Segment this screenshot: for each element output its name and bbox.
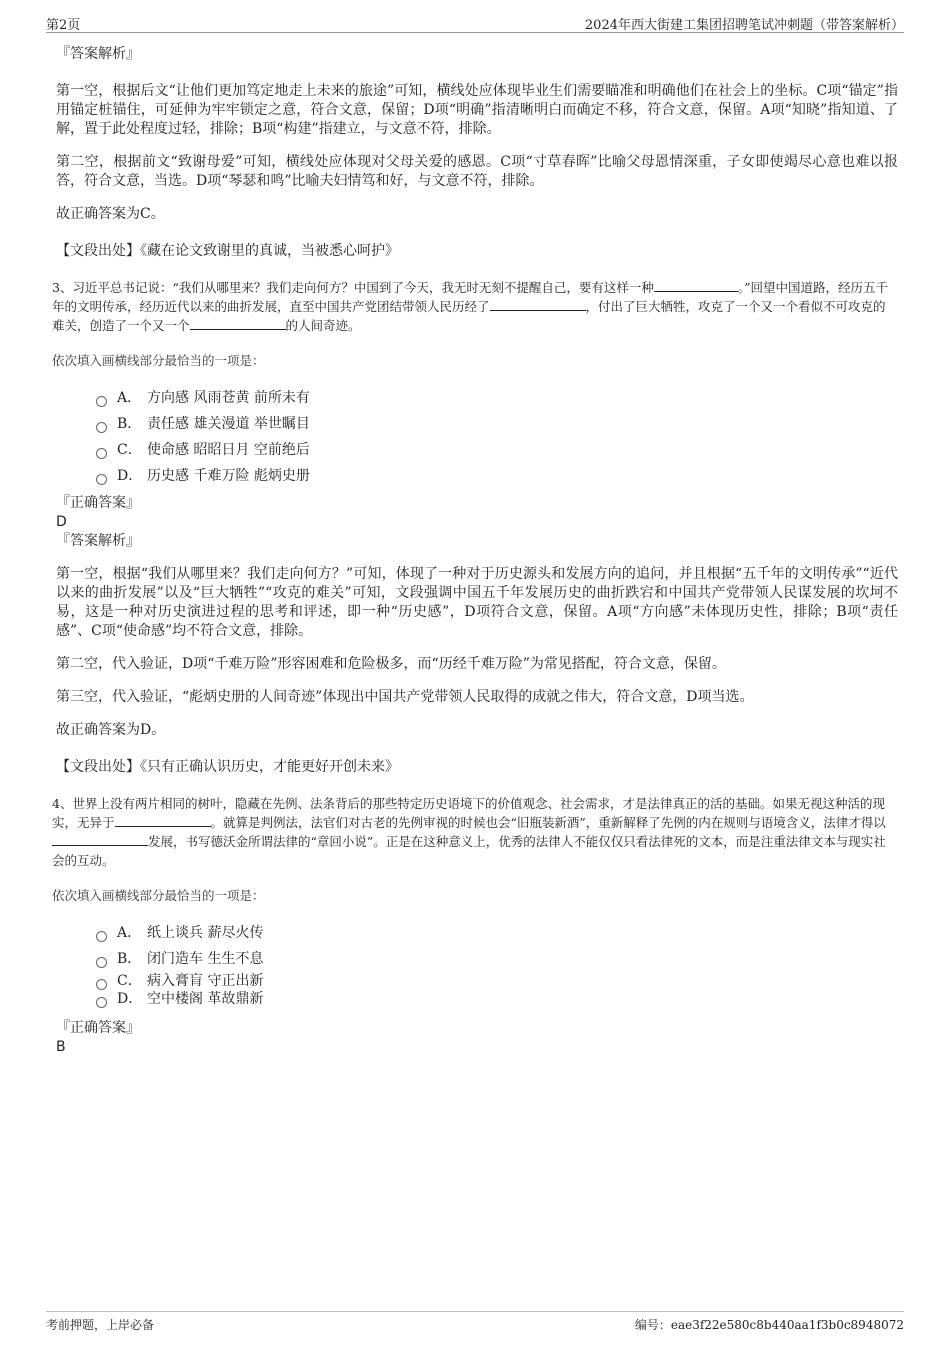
q4-prompt: 依次填入画横线部分最恰当的一项是： xyxy=(52,888,265,903)
q3-blank-1 xyxy=(654,279,738,292)
q3-option-a[interactable]: A． 方向感 风雨苍黄 前所未有 xyxy=(96,385,898,411)
q3-option-c[interactable]: C． 使命感 昭昭日月 空前绝后 xyxy=(96,437,898,463)
page-footer xyxy=(46,1311,904,1332)
q2-analysis-p2: 第二空，根据前文“致谢母爱”可知，横线处应体现对父母关爱的感恩。C项“寸草春晖”比喻父母恩情深重，子女即使竭尽心意也难以报答，符合文意，当选。D项“琴瑟和鸣”比喻夫妇情笃和好，与文意不符，排除。 xyxy=(56,154,898,189)
q2-analysis-p1: 第一空，根据后文“让他们更加笃定地走上未来的旅途”可知，横线处应体现毕业生们需要瞄准和明确他们在社会上的坐标。C项“锚定”指用锚定桩锚住，可延伸为牢牢锁定之意，符合文意，保留；D项“明确”指清晰明白而确定不移，符合文意，保留。A项“知晓”指知道、了解，置于此处程度过轻，排除；B项“构建”指建立，与文意不符，排除。 xyxy=(56,83,898,137)
q4-option-d[interactable]: D． 空中楼阁 革故鼎新 xyxy=(96,990,898,1008)
q2-source: 【文段出处】《藏在论文致谢里的真诚，当被悉心呵护》 xyxy=(56,243,399,259)
q4-blank-2 xyxy=(52,833,148,846)
q3-prompt: 依次填入画横线部分最恰当的一项是： xyxy=(52,353,265,368)
q4-option-b[interactable]: B． 闭门造车 生生不息 xyxy=(96,946,898,972)
radio-icon[interactable] xyxy=(96,396,107,407)
q4-option-a[interactable]: A． 纸上谈兵 薪尽火传 xyxy=(96,920,898,946)
footer-slogan: 考前押题，上岸必备 xyxy=(46,1318,155,1332)
document-title: 2024年西大街建工集团招聘笔试冲刺题（带答案解析） xyxy=(584,18,904,33)
q3-analysis-label: 『答案解析』 xyxy=(56,533,140,549)
radio-icon[interactable] xyxy=(96,422,107,433)
q2-conclusion: 故正确答案为C。 xyxy=(56,206,165,222)
q3-blank-2 xyxy=(490,298,586,311)
q3-option-b[interactable]: B． 责任感 雄关漫道 举世瞩目 xyxy=(96,411,898,437)
radio-icon[interactable] xyxy=(96,474,107,485)
footer-doc-id: 编号：eae3f22e580c8b440aa1f3b0c8948072 xyxy=(634,1318,904,1332)
q4-option-c[interactable]: C． 病入膏肓 守正出新 xyxy=(96,972,898,990)
q3-source: 【文段出处】《只有正确认识历史，才能更好开创未来》 xyxy=(56,759,399,775)
q3-options xyxy=(96,385,898,489)
radio-icon[interactable] xyxy=(96,448,107,459)
q4-answer-label: 『正确答案』 xyxy=(56,1020,140,1036)
q3-analysis-p3: 第三空，代入验证，“彪炳史册的人间奇迹”体现出中国共产党带领人民取得的成就之伟大，符合文意，D项当选。 xyxy=(56,689,754,705)
q3-answer: D xyxy=(56,514,67,530)
q3-option-d[interactable]: D． 历史感 千难万险 彪炳史册 xyxy=(96,463,898,489)
q4-answer: B xyxy=(56,1039,66,1055)
radio-icon[interactable] xyxy=(96,979,107,990)
q3-blank-3 xyxy=(190,317,286,330)
q3-analysis-p1: 第一空，根据“我们从哪里来？我们走向何方？”可知，体现了一种对于历史源头和发展方向的追问，并且根据“五千年的文明传承”“近代以来的曲折发展”以及“巨大牺牲”“攻克的难关”可知，文段强调中国五千年发展历史的曲折跌宕和中国共产党带领人民谋发展的坎坷不易，这是一种对历史演进过程的思考和评述，即一种“历史感”，D项符合文意，保留。A项“方向感”未体现历史性，排除；B项“责任感”、C项“使命感”均不符合文意，排除。 xyxy=(56,566,898,639)
q4-blank-1 xyxy=(115,814,211,827)
q2-analysis-label: 『答案解析』 xyxy=(56,46,140,62)
q3-conclusion: 故正确答案为D。 xyxy=(56,722,166,738)
radio-icon[interactable] xyxy=(96,997,107,1008)
q4-options xyxy=(96,920,898,1008)
q3-question: 3、习近平总书记说：“我们从哪里来？我们走向何方？中国到了今天，我无时无刻不提醒自己，要有这样一种 。”回望中国道路，经历五千年的文明传承，经历近代以来的曲折发展，直至中国共产党团结带领人民历经了 ，付出了巨大牺牲，攻克了一个又一个看似不可攻克的难关，创造了一个又一个 的人间奇迹。 xyxy=(52,280,889,333)
page-header xyxy=(46,12,904,33)
q4-question: 4、世界上没有两片相同的树叶，隐藏在先例、法条背后的那些特定历史语境下的价值观念、社会需求，才是法律真正的活的基础。如果无视这种活的现实，无异于 。就算是判例法，法官们对古老的先例审视的时候也会“旧瓶装新酒”，重新解释了先例的内在规则与语境含义，法律才得以发展，书写德沃金所谓法律的“章回小说”。正是在这种意义上，优秀的法律人不能仅仅只看法律死的文本，而是注重法律文本与现实社会的互动。 xyxy=(52,796,886,868)
radio-icon[interactable] xyxy=(96,931,107,942)
page-number: 第2页 xyxy=(46,18,81,33)
radio-icon[interactable] xyxy=(96,957,107,968)
document-body xyxy=(52,44,898,1056)
q3-answer-label: 『正确答案』 xyxy=(56,495,140,511)
q3-analysis-p2: 第二空，代入验证，D项“千难万险”形容困难和危险极多，而“历经千难万险”为常见搭配，符合文意，保留。 xyxy=(56,656,726,672)
